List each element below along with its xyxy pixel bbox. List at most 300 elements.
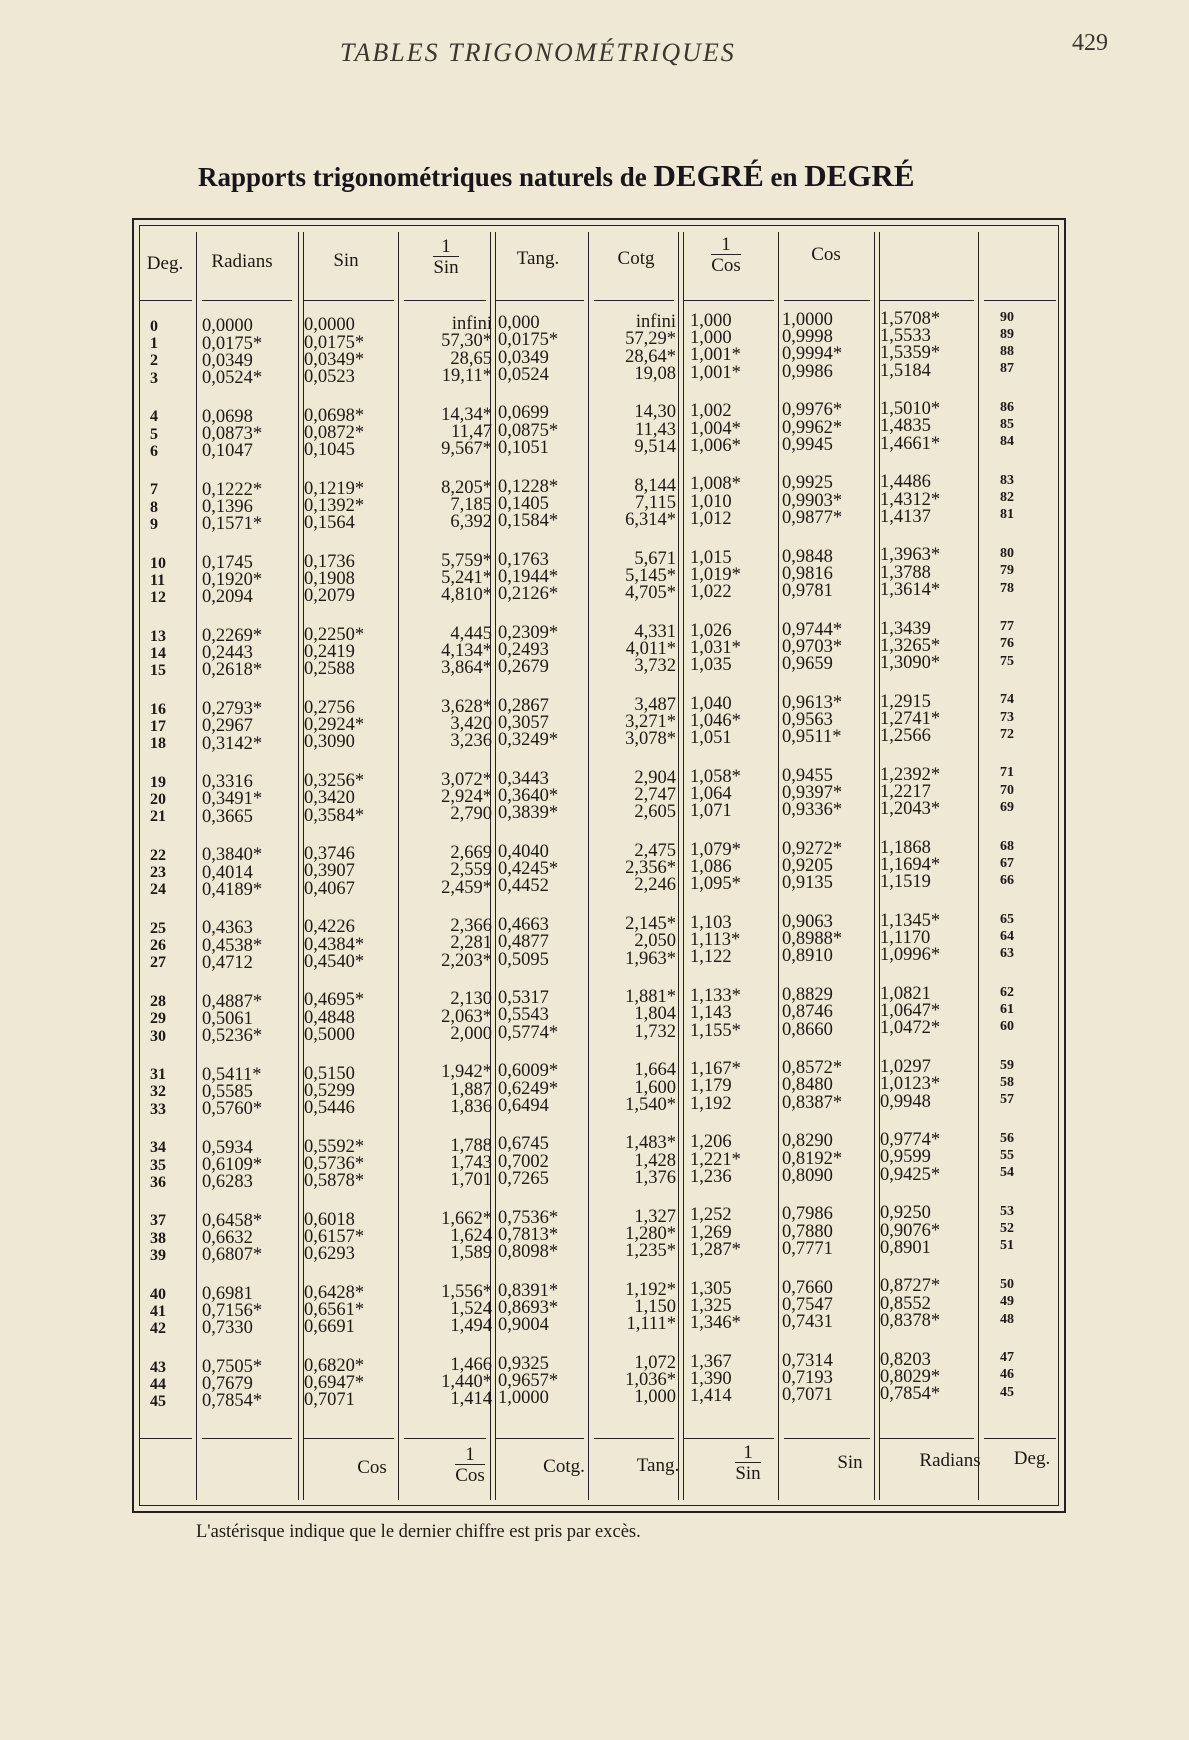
- inv-cos-cell: 1,040: [690, 693, 732, 714]
- tang-cell: 0,5543: [498, 1005, 549, 1026]
- inv-sin-cell: 1,414: [450, 1389, 492, 1410]
- deg-complement-cell: 82: [1000, 490, 1014, 506]
- tang-cell: 0,3640*: [498, 786, 559, 807]
- sin-cell: 0,6820*: [304, 1355, 365, 1376]
- inv-sin-cell: 1,662*: [441, 1208, 492, 1229]
- radians-complement-cell: 1,3963*: [880, 545, 941, 566]
- radians-cell: 0,2618*: [202, 660, 263, 681]
- sin-cell: 0,5592*: [304, 1136, 365, 1157]
- deg-complement-cell: 73: [1000, 709, 1014, 725]
- cotg-cell: 2,904: [634, 767, 676, 788]
- tang-cell: 0,2493: [498, 639, 549, 660]
- cotg-cell: 4,331: [634, 621, 676, 642]
- radians-cell: 0,7156*: [202, 1301, 263, 1322]
- cotg-cell: 2,356*: [625, 858, 676, 879]
- column-divider: [588, 232, 589, 1500]
- inv-cos-cell: 1,155*: [690, 1020, 741, 1041]
- radians-complement-cell: 1,1868: [880, 837, 931, 858]
- sin-cell: 0,1908: [304, 569, 355, 589]
- cotg-cell: 1,428: [634, 1150, 676, 1171]
- running-header-title: TABLES TRIGONOMÉTRIQUES: [340, 38, 736, 67]
- deg-cell: 18: [150, 735, 166, 753]
- deg-cell: 12: [150, 588, 166, 606]
- inv-sin-cell: 1,701: [450, 1169, 492, 1190]
- tang-cell: 0,7813*: [498, 1224, 559, 1245]
- header-rule: [684, 300, 774, 301]
- inv-cos-cell: 1,071: [690, 801, 732, 822]
- inv-sin-cell: 9,567*: [441, 438, 492, 459]
- cos-cell: 0,9945: [782, 434, 833, 455]
- cotg-cell: 3,487: [634, 694, 676, 715]
- radians-cell: 0,4014: [202, 862, 253, 883]
- cotg-cell: 3,732: [634, 656, 676, 677]
- cos-cell: 0,9336*: [782, 800, 843, 821]
- inv-cos-cell: 1,103: [690, 913, 732, 934]
- inv-cos-cell: 1,143: [690, 1003, 732, 1024]
- inv-sin-cell: 2,669: [450, 843, 492, 864]
- inv-sin-cell: 1,556*: [441, 1281, 492, 1302]
- radians-cell: 0,0873*: [202, 423, 263, 444]
- cos-cell: 0,9903*: [782, 490, 843, 511]
- tang-cell: 0,7002: [498, 1151, 549, 1172]
- radians-cell: 0,4189*: [202, 879, 263, 900]
- tang-cell: 1,0000: [498, 1388, 549, 1409]
- inv-sin-cell: 14,34*: [441, 404, 492, 425]
- sin-cell: 0,5150: [304, 1063, 355, 1084]
- radians-complement-cell: 1,2566: [880, 726, 931, 747]
- sin-cell: 0,1045: [304, 440, 355, 460]
- deg-cell: 14: [150, 644, 166, 662]
- sin-cell: 0,3090: [304, 732, 355, 753]
- header-radians: Radians: [211, 251, 273, 272]
- inv-sin-cell: 2,459*: [441, 877, 492, 898]
- deg-complement-cell: 55: [1000, 1148, 1014, 1164]
- sin-cell: 0,5299: [304, 1080, 355, 1101]
- radians-cell: 0,1047: [202, 441, 253, 462]
- footer-sin: Sin: [837, 1452, 863, 1473]
- radians-cell: 0,3316: [202, 772, 253, 793]
- deg-complement-cell: 86: [1000, 399, 1014, 415]
- radians-complement-cell: 1,4835: [880, 416, 931, 437]
- footer-inv-sin-denominator: Sin: [735, 1463, 761, 1484]
- table-title-word-2: DEGRÉ: [804, 158, 915, 193]
- inv-cos-cell: 1,015: [690, 547, 732, 568]
- tang-cell: 0,6009*: [498, 1061, 559, 1082]
- deg-cell: 45: [150, 1393, 166, 1410]
- inv-sin-cell: 3,236: [450, 731, 492, 752]
- sin-cell: 0,5878*: [304, 1171, 365, 1191]
- cotg-cell: 1,000: [634, 1387, 676, 1408]
- tang-cell: 0,0175*: [498, 330, 559, 351]
- inv-sin-cell: 1,440*: [441, 1372, 492, 1392]
- inv-sin-cell: 1,743: [450, 1152, 492, 1173]
- deg-complement-cell: 66: [1000, 872, 1014, 888]
- header-cos: Cos: [811, 244, 841, 265]
- cotg-cell: 2,605: [634, 802, 676, 823]
- cos-cell: 0,8988*: [782, 929, 843, 950]
- radians-complement-cell: 1,3614*: [880, 579, 941, 600]
- deg-complement-cell: 58: [1000, 1075, 1014, 1091]
- inv-cos-cell: 1,000: [690, 328, 732, 349]
- cos-cell: 0,9455: [782, 765, 833, 786]
- cotg-cell: 1,111*: [626, 1314, 676, 1335]
- column-divider: [196, 232, 197, 1500]
- deg-cell: 31: [150, 1066, 166, 1084]
- deg-cell: 10: [150, 554, 166, 572]
- radians-cell: 0,2269*: [202, 626, 263, 647]
- tang-cell: 0,0875*: [498, 420, 559, 441]
- tang-cell: 0,9004: [498, 1315, 549, 1336]
- tang-cell: 0,000: [498, 313, 540, 334]
- deg-complement-cell: 52: [1000, 1221, 1014, 1237]
- radians-cell: 0,6632: [202, 1228, 253, 1249]
- inv-sin-cell: 1,589: [450, 1243, 492, 1263]
- radians-complement-cell: 1,1170: [880, 928, 931, 949]
- deg-complement-cell: 69: [1000, 799, 1014, 815]
- sin-cell: 0,1736: [304, 551, 355, 572]
- radians-cell: 0,3142*: [202, 733, 263, 754]
- radians-cell: 0,2094: [202, 587, 253, 608]
- inv-cos-cell: 1,346*: [690, 1312, 741, 1333]
- footer-inv-sin: [702, 1444, 794, 1485]
- radians-cell: 0,5934: [202, 1137, 253, 1158]
- deg-cell: 35: [150, 1156, 166, 1174]
- header-inv-sin: [400, 238, 492, 279]
- inv-sin-cell: 3,072*: [441, 770, 492, 790]
- footer-deg: Deg.: [1013, 1448, 1051, 1469]
- deg-cell: 3: [150, 369, 158, 387]
- inv-sin-cell: 1,942*: [441, 1062, 492, 1083]
- radians-cell: 0,4887*: [202, 991, 263, 1012]
- header-rule: [140, 1438, 192, 1439]
- deg-cell: 4: [150, 408, 158, 426]
- inv-cos-cell: 1,252: [690, 1205, 732, 1226]
- table-title: [198, 158, 915, 194]
- footnote: L'astérisque indique que le dernier chiffre est pris par excès.: [196, 1522, 641, 1542]
- deg-cell: 13: [150, 627, 166, 645]
- deg-cell: 33: [150, 1100, 166, 1118]
- cotg-cell: 1,192*: [625, 1279, 676, 1300]
- deg-cell: 28: [150, 993, 166, 1011]
- deg-cell: 32: [150, 1083, 166, 1101]
- inv-sin-cell: 4,810*: [441, 585, 492, 606]
- tang-cell: 0,6249*: [498, 1078, 559, 1099]
- deg-cell: 27: [150, 954, 166, 972]
- radians-cell: 0,6458*: [202, 1210, 263, 1231]
- cos-cell: 0,8290: [782, 1131, 833, 1152]
- cos-cell: 0,9511*: [782, 727, 842, 748]
- radians-cell: 0,3665: [202, 806, 253, 827]
- tang-cell: 0,4245*: [498, 859, 559, 880]
- radians-complement-cell: 1,5533: [880, 326, 931, 347]
- radians-cell: 0,5061: [202, 1008, 253, 1029]
- radians-cell: 0,2793*: [202, 699, 263, 720]
- radians-cell: 0,1571*: [202, 514, 263, 535]
- deg-cell: 36: [150, 1173, 166, 1191]
- deg-cell: 41: [150, 1302, 166, 1320]
- footer-inv-cos-numerator: 1: [455, 1446, 485, 1465]
- deg-cell: 38: [150, 1229, 166, 1247]
- deg-cell: 22: [150, 846, 166, 864]
- inv-sin-cell: 2,130: [450, 989, 492, 1010]
- deg-complement-cell: 46: [1000, 1367, 1014, 1383]
- radians-complement-cell: 0,9774*: [880, 1130, 941, 1151]
- tang-cell: 0,3443: [498, 768, 549, 789]
- header-rule: [404, 300, 486, 301]
- radians-cell: 0,6981: [202, 1283, 253, 1304]
- deg-complement-cell: 63: [1000, 946, 1014, 962]
- tang-cell: 0,2679: [498, 657, 549, 678]
- deg-complement-cell: 65: [1000, 911, 1014, 927]
- cotg-cell: 1,600: [634, 1077, 676, 1098]
- cos-cell: 0,7771: [782, 1238, 833, 1259]
- inv-cos-cell: 1,086: [690, 857, 732, 878]
- cos-cell: 0,9744*: [782, 619, 843, 640]
- cotg-cell: 1,963*: [625, 948, 676, 969]
- cos-cell: 0,7986: [782, 1204, 833, 1225]
- column-divider: [978, 232, 979, 1500]
- inv-cos-cell: 1,236: [690, 1166, 732, 1187]
- sin-cell: 0,5736*: [304, 1153, 365, 1174]
- inv-cos-cell: 1,006*: [690, 435, 741, 456]
- sin-cell: 0,6691: [304, 1317, 355, 1338]
- tang-cell: 0,4877: [498, 932, 549, 953]
- sin-cell: 0,6428*: [304, 1282, 365, 1303]
- deg-complement-cell: 60: [1000, 1019, 1014, 1035]
- cotg-cell: infini: [635, 312, 676, 333]
- inv-cos-cell: 1,004*: [690, 418, 741, 439]
- tang-cell: 0,9657*: [498, 1370, 559, 1391]
- radians-complement-cell: 1,1519: [880, 872, 931, 893]
- inv-cos-cell: 1,113*: [690, 930, 741, 951]
- footer-inv-cos: [424, 1446, 516, 1487]
- sin-cell: 0,6293: [304, 1244, 355, 1265]
- sin-cell: 0,4384*: [304, 934, 365, 955]
- header-cotg: Cotg: [617, 248, 655, 269]
- inv-cos-cell: 1,031*: [690, 637, 741, 658]
- inv-cos-cell: 1,179: [690, 1076, 732, 1097]
- cos-cell: 0,8829: [782, 985, 833, 1006]
- radians-complement-cell: 1,3439: [880, 618, 931, 639]
- radians-complement-cell: 1,2392*: [880, 764, 941, 785]
- deg-cell: 37: [150, 1212, 166, 1230]
- sin-cell: 0,6561*: [304, 1300, 365, 1320]
- radians-complement-cell: 1,1694*: [880, 855, 941, 876]
- deg-cell: 5: [150, 425, 158, 443]
- sin-cell: 0,2079: [304, 586, 355, 607]
- sin-cell: 0,3420: [304, 788, 355, 809]
- deg-complement-cell: 53: [1000, 1204, 1014, 1220]
- deg-cell: 11: [150, 571, 166, 589]
- radians-cell: 0,4363: [202, 918, 253, 939]
- cos-cell: 1,0000: [782, 310, 833, 331]
- table-title-middle: en: [763, 162, 805, 192]
- tang-cell: 0,0699: [498, 403, 549, 424]
- deg-complement-cell: 71: [1000, 765, 1014, 781]
- cotg-cell: 1,664: [634, 1060, 676, 1081]
- inv-cos-cell: 1,133*: [690, 986, 741, 1007]
- deg-complement-cell: 88: [1000, 344, 1014, 360]
- header-rule: [202, 1438, 292, 1439]
- sin-cell: 0,0523: [304, 366, 355, 387]
- cos-cell: 0,9848: [782, 546, 833, 567]
- deg-complement-cell: 48: [1000, 1311, 1014, 1327]
- inv-sin-cell: 1,466: [450, 1354, 492, 1375]
- deg-complement-cell: 78: [1000, 580, 1014, 596]
- tang-cell: 0,1405: [498, 493, 549, 514]
- cos-cell: 0,9135: [782, 873, 833, 894]
- inv-sin-cell: 2,000: [450, 1023, 492, 1044]
- deg-cell: 2: [150, 352, 158, 370]
- cotg-cell: 19,08: [634, 363, 676, 384]
- inv-cos-cell: 1,019*: [690, 564, 741, 585]
- radians-complement-cell: 0,8378*: [880, 1310, 941, 1331]
- inv-cos-cell: 1,012: [690, 508, 732, 529]
- inv-sin-cell: 5,241*: [441, 567, 492, 588]
- tang-cell: 0,7536*: [498, 1207, 559, 1228]
- radians-complement-cell: 0,8901: [880, 1237, 931, 1258]
- radians-complement-cell: 1,4312*: [880, 489, 941, 510]
- deg-complement-cell: 47: [1000, 1350, 1014, 1366]
- header-rule: [984, 300, 1056, 301]
- radians-cell: 0,7505*: [202, 1357, 263, 1378]
- inv-cos-cell: 1,008*: [690, 474, 741, 495]
- radians-complement-cell: 0,9250: [880, 1203, 931, 1224]
- deg-cell: 43: [150, 1358, 166, 1376]
- radians-cell: 0,6109*: [202, 1154, 263, 1175]
- tang-cell: 0,9325: [498, 1353, 549, 1374]
- sin-cell: 0,1564: [304, 513, 355, 534]
- deg-cell: 17: [150, 717, 166, 735]
- deg-complement-cell: 74: [1000, 692, 1014, 708]
- sin-cell: 0,5446: [304, 1097, 355, 1118]
- deg-cell: 26: [150, 937, 166, 955]
- cos-cell: 0,8480: [782, 1075, 833, 1096]
- footer-cos: Cos: [357, 1457, 387, 1478]
- radians-complement-cell: 1,0647*: [880, 1001, 941, 1022]
- sin-cell: 0,7071: [304, 1390, 355, 1411]
- header-rule: [684, 1438, 774, 1439]
- cos-cell: 0,7314: [782, 1350, 833, 1371]
- deg-complement-cell: 49: [1000, 1294, 1014, 1310]
- inv-sin-cell: 4,134*: [441, 641, 492, 661]
- inv-sin-cell: 1,788: [450, 1135, 492, 1156]
- radians-complement-cell: 0,7854*: [880, 1383, 941, 1404]
- deg-complement-cell: 64: [1000, 928, 1014, 944]
- inv-cos-cell: 1,122: [690, 947, 732, 968]
- footer-radians: Radians: [919, 1450, 981, 1471]
- sin-cell: 0,6157*: [304, 1226, 365, 1247]
- tang-cell: 0,3057: [498, 713, 549, 734]
- cotg-cell: 1,327: [634, 1206, 676, 1227]
- sin-cell: 0,4695*: [304, 990, 365, 1011]
- sin-cell: 0,0872*: [304, 422, 365, 443]
- inv-sin-cell: 2,203*: [441, 950, 492, 971]
- radians-cell: 0,7854*: [202, 1391, 263, 1412]
- header-rule: [880, 1438, 974, 1439]
- tang-cell: 0,8098*: [498, 1241, 559, 1262]
- inv-cos-cell: 1,221*: [690, 1149, 741, 1170]
- deg-cell: 8: [150, 498, 158, 516]
- deg-cell: 7: [150, 481, 158, 499]
- tang-cell: 0,6745: [498, 1134, 549, 1155]
- inv-sin-cell: 5,759*: [441, 550, 492, 571]
- column-divider: [778, 232, 779, 1500]
- table-title-word-1: DEGRÉ: [653, 158, 764, 193]
- radians-cell: 0,1920*: [202, 570, 263, 591]
- radians-complement-cell: 0,8552: [880, 1293, 931, 1314]
- radians-cell: 0,2443: [202, 643, 253, 664]
- deg-cell: 23: [150, 864, 166, 882]
- deg-complement-cell: 81: [1000, 507, 1014, 523]
- tang-cell: 0,0349: [498, 347, 549, 368]
- radians-complement-cell: 1,2043*: [880, 799, 941, 820]
- inv-sin-cell: 19,11*: [441, 365, 492, 386]
- deg-complement-cell: 45: [1000, 1384, 1014, 1400]
- cos-cell: 0,9781: [782, 580, 833, 601]
- header-inv-sin-denominator: Sin: [433, 257, 459, 278]
- deg-complement-cell: 50: [1000, 1277, 1014, 1293]
- radians-cell: 0,2967: [202, 716, 253, 737]
- deg-cell: 21: [150, 808, 166, 826]
- tang-cell: 0,4663: [498, 915, 549, 936]
- radians-complement-cell: 1,4486: [880, 472, 931, 493]
- deg-complement-cell: 90: [1000, 309, 1014, 325]
- radians-complement-cell: 1,5359*: [880, 343, 941, 364]
- radians-cell: 0,7679: [202, 1374, 253, 1395]
- radians-complement-cell: 0,9599: [880, 1147, 931, 1168]
- inv-sin-cell: 1,524: [450, 1298, 492, 1319]
- sin-cell: 0,1219*: [304, 478, 365, 499]
- radians-complement-cell: 1,0297: [880, 1057, 931, 1078]
- radians-cell: 0,1396: [202, 497, 253, 518]
- radians-complement-cell: 1,0472*: [880, 1018, 941, 1039]
- inv-sin-cell: 11,47: [451, 421, 492, 442]
- header-rule: [984, 1438, 1056, 1439]
- inv-sin-cell: 2,063*: [441, 1006, 492, 1027]
- deg-complement-cell: 83: [1000, 473, 1014, 489]
- sin-cell: 0,2419: [304, 642, 355, 663]
- inv-cos-cell: 1,022: [690, 581, 732, 602]
- cotg-cell: 1,072: [634, 1352, 676, 1373]
- radians-complement-cell: 0,8727*: [880, 1276, 941, 1297]
- radians-cell: 0,1745: [202, 552, 253, 573]
- deg-complement-cell: 85: [1000, 417, 1014, 433]
- tang-cell: 0,3839*: [498, 803, 559, 824]
- inv-cos-cell: 1,367: [690, 1351, 732, 1372]
- deg-complement-cell: 62: [1000, 984, 1014, 1000]
- radians-cell: 0,0175*: [202, 333, 263, 354]
- radians-complement-cell: 1,3788: [880, 562, 931, 583]
- tang-cell: 0,4040: [498, 842, 549, 863]
- footer-inv-cos-denominator: Cos: [455, 1465, 485, 1486]
- tang-cell: 0,3249*: [498, 730, 559, 751]
- sin-cell: 0,3907: [304, 861, 355, 882]
- header-rule: [404, 1438, 486, 1439]
- sin-cell: 0,2924*: [304, 715, 365, 736]
- sin-cell: 0,2756: [304, 698, 355, 718]
- deg-cell: 24: [150, 881, 166, 899]
- inv-sin-cell: 7,185: [450, 494, 492, 515]
- inv-sin-cell: 3,864*: [441, 658, 492, 679]
- inv-sin-cell: 2,924*: [441, 787, 492, 808]
- column-divider: [398, 232, 399, 1500]
- deg-complement-cell: 54: [1000, 1165, 1014, 1181]
- cos-cell: 0,9272*: [782, 838, 843, 859]
- cotg-cell: 5,671: [634, 548, 676, 569]
- inv-cos-cell: 1,058*: [690, 766, 741, 787]
- inv-sin-cell: 1,836: [450, 1096, 492, 1117]
